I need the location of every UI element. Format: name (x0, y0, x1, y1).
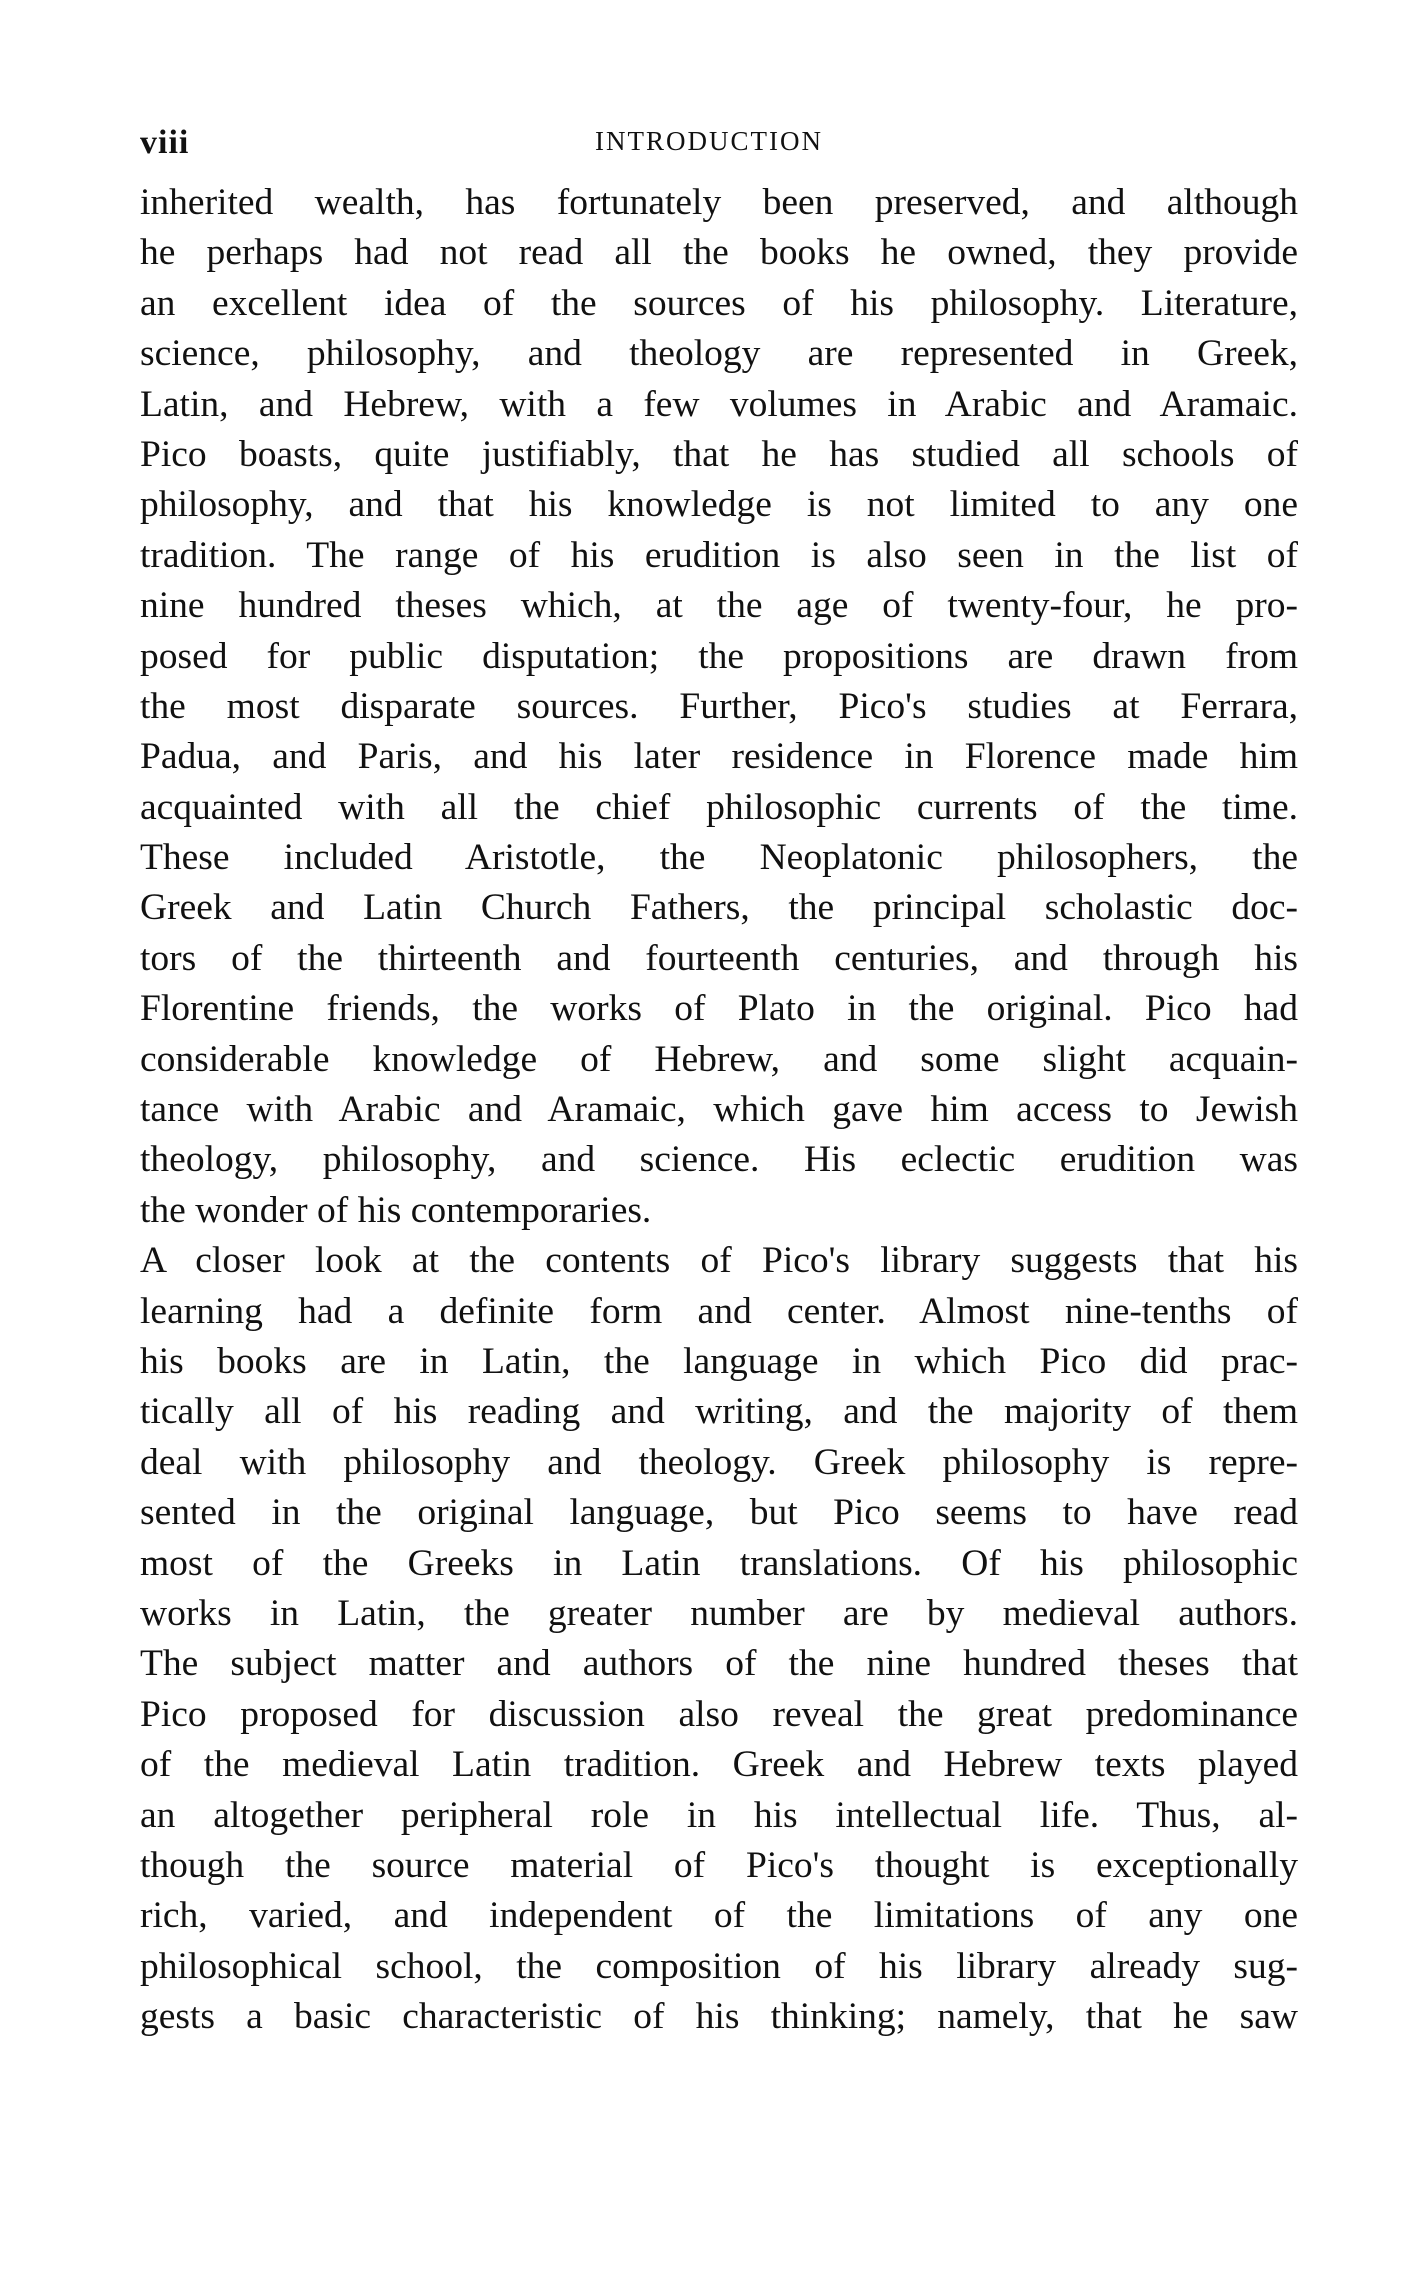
text-line: he perhaps had not read all the books he owned, they provide (140, 232, 1298, 274)
running-head (140, 104, 1298, 174)
text-line: philosophical school, the composition of his library already sug- (140, 1945, 1298, 1987)
text-line: Florentine friends, the works of Plato in the original. Pico had (140, 988, 1298, 1030)
text-line: gests a basic characteristic of his thinking; namely, that he saw (140, 1996, 1298, 2038)
text-line: Latin, and Hebrew, with a few volumes in Arabic and Aramaic. (140, 383, 1298, 425)
text-line: an excellent idea of the sources of his philosophy. Literature, (140, 282, 1298, 324)
text-line: acquainted with all the chief philosophic currents of the time. (140, 786, 1298, 828)
text-line: works in Latin, the greater number are by medieval authors. (140, 1592, 1298, 1634)
text-line: These included Aristotle, the Neoplatonic philosophers, the (140, 837, 1298, 879)
text-line: most of the Greeks in Latin translations. Of his philosophic (140, 1542, 1298, 1584)
text-line: the most disparate sources. Further, Pico's studies at Ferrara, (140, 685, 1298, 727)
text-line: Greek and Latin Church Fathers, the principal scholastic doc- (140, 887, 1298, 929)
text-line: Pico boasts, quite justifiably, that he has studied all schools of (140, 433, 1298, 475)
text-line: learning had a definite form and center. Almost nine-tenths of (140, 1290, 1298, 1332)
text-line: his books are in Latin, the language in which Pico did prac- (140, 1340, 1298, 1382)
text-line: science, philosophy, and theology are represented in Greek, (140, 333, 1298, 375)
text-line: theology, philosophy, and science. His eclectic erudition was (140, 1139, 1298, 1181)
text-line: of the medieval Latin tradition. Greek and Hebrew texts played (140, 1744, 1298, 1786)
text-line: considerable knowledge of Hebrew, and some slight acquain- (140, 1038, 1298, 1080)
text-line: the wonder of his contemporaries. (140, 1189, 652, 1231)
text-line: A closer look at the contents of Pico's library suggests that his (140, 1240, 1298, 1282)
text-line: sented in the original language, but Pico seems to have read (140, 1492, 1298, 1534)
running-head-title: INTRODUCTION (595, 126, 823, 156)
text-line: tors of the thirteenth and fourteenth centuries, and through his (140, 937, 1298, 979)
text-line: rich, varied, and independent of the limitations of any one (140, 1895, 1298, 1937)
text-line: tance with Arabic and Aramaic, which gave him access to Jewish (140, 1089, 1298, 1131)
text-line: The subject matter and authors of the nine hundred theses that (140, 1643, 1298, 1685)
paragraph-2 (140, 1236, 1298, 2042)
body-text (140, 178, 1298, 2042)
page-number: viii (140, 124, 190, 161)
paragraph-1 (140, 178, 1298, 1236)
text-line: deal with philosophy and theology. Greek philosophy is repre- (140, 1441, 1298, 1483)
text-line: inherited wealth, has fortunately been preserved, and although (140, 182, 1298, 223)
text-line: tically all of his reading and writing, and the majority of them (140, 1391, 1298, 1433)
text-line: tradition. The range of his erudition is also seen in the list of (140, 534, 1298, 576)
text-line: nine hundred theses which, at the age of twenty-four, he pro- (140, 585, 1298, 627)
text-line: an altogether peripheral role in his intellectual life. Thus, al- (140, 1794, 1298, 1836)
text-line: Padua, and Paris, and his later residence in Florence made him (140, 736, 1298, 778)
text-line: Pico proposed for discussion also reveal the great predominance (140, 1693, 1298, 1735)
text-line: though the source material of Pico's thought is exceptionally (140, 1844, 1298, 1886)
text-line: posed for public disputation; the propositions are drawn from (140, 635, 1298, 677)
book-page (140, 104, 1298, 2042)
text-line: philosophy, and that his knowledge is not limited to any one (140, 484, 1298, 526)
